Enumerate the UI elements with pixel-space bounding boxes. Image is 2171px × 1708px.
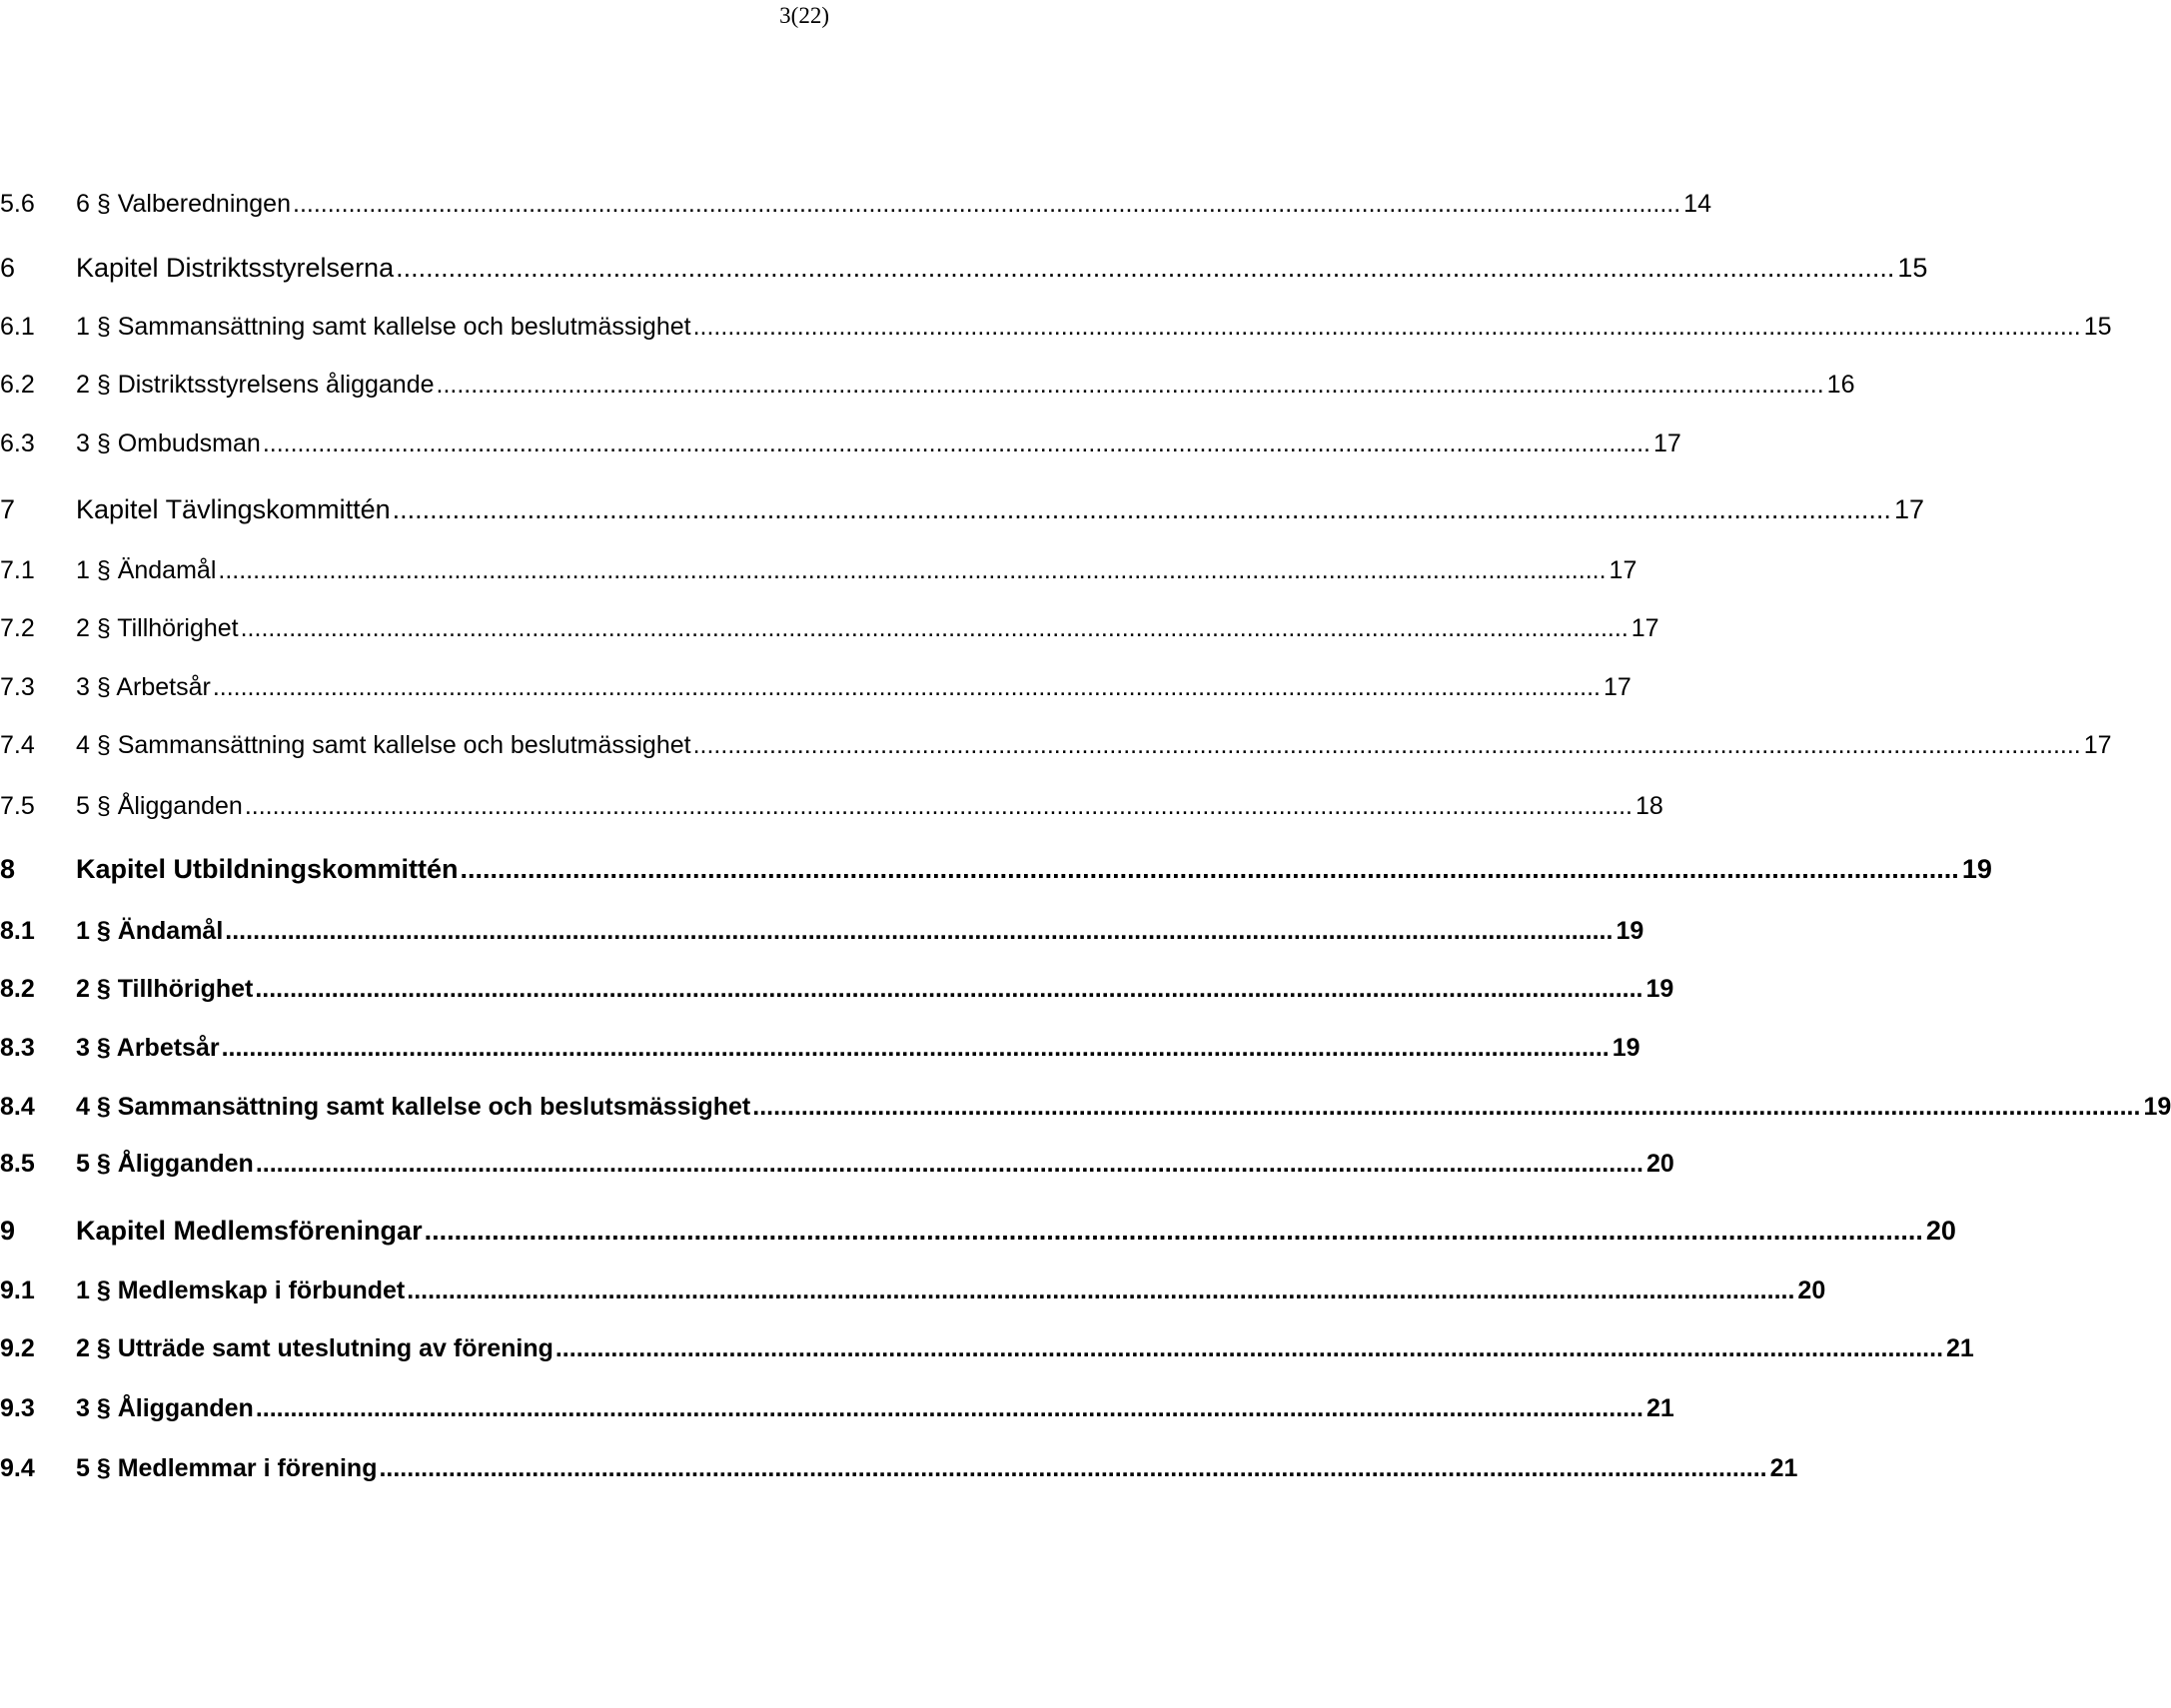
toc-entry-page: 21 [1946, 1334, 1974, 1362]
toc-section-row[interactable] [0, 424, 1681, 463]
toc-dot-leader: ........................................................................................................................................................................................................ [692, 313, 2081, 341]
toc-entry-page: 19 [2143, 1093, 2171, 1121]
toc-entry-line [76, 969, 1674, 1009]
toc-entry-title: 3 § Arbetsår [76, 1034, 220, 1062]
toc-entry-title: 1 § Ändamål [76, 556, 217, 584]
toc-section-row[interactable] [0, 1087, 2171, 1127]
toc-dot-leader: ........................................................................................................................................................................................................ [293, 190, 1681, 218]
toc-section-row[interactable] [0, 1448, 1798, 1488]
toc-entry-number: 7 [0, 494, 16, 524]
toc-entry-line [76, 911, 1644, 951]
toc-entry-number: 9.3 [0, 1394, 35, 1422]
toc-entry-number: 8 [0, 854, 16, 884]
toc-entry-line [76, 1388, 1674, 1428]
toc-entry-line [76, 307, 2112, 347]
toc-entry-page: 21 [1769, 1454, 1798, 1482]
toc-section-row[interactable] [0, 1388, 1674, 1428]
toc-entry-line [76, 1448, 1798, 1488]
toc-entry-page: 20 [1797, 1277, 1826, 1304]
toc-entry-line [76, 489, 1924, 529]
toc-entry-title: 5 § Åligganden [76, 792, 243, 820]
toc-section-row[interactable] [0, 550, 1637, 590]
toc-entry-number: 7.5 [0, 792, 35, 820]
toc-entry-line [76, 1028, 1640, 1068]
toc-dot-leader: ........................................................................................................................................................................................................ [460, 854, 1959, 884]
toc-entry-number: 9.1 [0, 1277, 35, 1304]
page-number: 3(22) [779, 3, 829, 28]
toc-entry-number: 6.3 [0, 429, 35, 457]
toc-entry-page: 17 [2083, 731, 2112, 759]
toc-dot-leader: ........................................................................................................................................................................................................ [255, 1150, 1643, 1178]
toc-entry-number: 6 [0, 253, 16, 283]
toc-section-row[interactable] [0, 608, 1659, 648]
toc-dot-leader: ........................................................................................................................................................................................................ [392, 494, 1891, 524]
toc-chapter-row[interactable] [0, 849, 1992, 889]
toc-entry-page: 14 [1683, 190, 1711, 218]
toc-entry-number: 6.1 [0, 313, 35, 341]
toc-entry-number: 7.3 [0, 673, 35, 701]
toc-dot-leader: ........................................................................................................................................................................................................ [554, 1334, 1944, 1362]
toc-dot-leader: ........................................................................................................................................................................................................ [407, 1277, 1795, 1304]
toc-entry-page: 19 [1612, 1034, 1640, 1062]
toc-entry-line [76, 725, 2112, 765]
toc-entry-line [76, 248, 1928, 288]
toc-entry-line [76, 1087, 2171, 1127]
toc-dot-leader: ........................................................................................................................................................................................................ [692, 731, 2081, 759]
toc-entry-page: 19 [1961, 854, 1992, 884]
toc-entry-number: 9.2 [0, 1334, 35, 1362]
toc-entry-page: 15 [2083, 313, 2112, 341]
toc-entry-number: 9.4 [0, 1454, 35, 1482]
toc-entry-title: 3 § Ombudsman [76, 429, 261, 457]
toc-entry-title: Kapitel Distriktsstyrelserna [76, 253, 395, 283]
toc-entry-title: 3 § Arbetsår [76, 673, 211, 701]
toc-entry-page: 15 [1897, 253, 1928, 283]
toc-entry-title: 1 § Ändamål [76, 917, 224, 945]
toc-entry-line [76, 608, 1659, 648]
toc-section-row[interactable] [0, 1271, 1826, 1310]
toc-entry-page: 17 [1893, 494, 1924, 524]
toc-dot-leader: ........................................................................................................................................................................................................ [379, 1454, 1767, 1482]
toc-chapter-row[interactable] [0, 489, 1924, 529]
toc-entry-title: Kapitel Medlemsföreningar [76, 1216, 423, 1246]
toc-dot-leader: ........................................................................................................................................................................................................ [212, 673, 1601, 701]
toc-entry-number: 6.2 [0, 371, 35, 399]
toc-entry-number: 8.4 [0, 1093, 35, 1121]
toc-entry-number: 8.2 [0, 975, 35, 1003]
toc-section-row[interactable] [0, 365, 1855, 405]
toc-entry-page: 17 [1609, 556, 1637, 584]
toc-entry-line [76, 849, 1992, 889]
toc-entry-number: 7.1 [0, 556, 35, 584]
toc-entry-page: 19 [1616, 917, 1644, 945]
toc-dot-leader: ........................................................................................................................................................................................................ [424, 1216, 1923, 1246]
toc-entry-title: 5 § Medlemmar i förening [76, 1454, 378, 1482]
toc-entry-title: Kapitel Tävlingskommittén [76, 494, 391, 524]
toc-dot-leader: ........................................................................................................................................................................................................ [255, 1394, 1643, 1422]
toc-entry-page: 17 [1630, 614, 1659, 642]
toc-entry-title: 2 § Tillhörighet [76, 975, 254, 1003]
toc-section-row[interactable] [0, 184, 1711, 224]
toc-entry-title: 2 § Tillhörighet [76, 614, 239, 642]
toc-entry-page: 20 [1925, 1216, 1956, 1246]
toc-dot-leader: ........................................................................................................................................................................................................ [752, 1093, 2141, 1121]
toc-section-row[interactable] [0, 1144, 1674, 1184]
toc-dot-leader: ........................................................................................................................................................................................................ [255, 975, 1643, 1003]
toc-entry-page: 20 [1645, 1150, 1674, 1178]
toc-entry-title: 4 § Sammansättning samt kallelse och beslutmässighet [76, 731, 691, 759]
toc-dot-leader: ........................................................................................................................................................................................................ [436, 371, 1824, 399]
toc-dot-leader: ........................................................................................................................................................................................................ [218, 556, 1607, 584]
toc-dot-leader: ........................................................................................................................................................................................................ [225, 917, 1614, 945]
toc-entry-title: Kapitel Utbildningskommittén [76, 854, 459, 884]
toc-entry-line [76, 550, 1637, 590]
toc-dot-leader: ........................................................................................................................................................................................................ [396, 253, 1895, 283]
toc-entry-page: 17 [1603, 673, 1631, 701]
toc-entry-number: 8.1 [0, 917, 35, 945]
toc-dot-leader: ........................................................................................................................................................................................................ [240, 614, 1628, 642]
toc-entry-line [76, 786, 1663, 826]
toc-section-row[interactable] [0, 1028, 1640, 1068]
toc-section-row[interactable] [0, 786, 1663, 826]
toc-section-row[interactable] [0, 1328, 1974, 1368]
toc-entry-line [76, 184, 1711, 224]
toc-entry-number: 8.5 [0, 1150, 35, 1178]
toc-entry-title: 1 § Medlemskap i förbundet [76, 1277, 406, 1304]
toc-section-row[interactable] [0, 969, 1674, 1009]
toc-entry-line [76, 1328, 1974, 1368]
toc-entry-number: 7.4 [0, 731, 35, 759]
toc-entry-title: 1 § Sammansättning samt kallelse och beslutmässighet [76, 313, 691, 341]
toc-entry-line [76, 667, 1631, 707]
toc-dot-leader: ........................................................................................................................................................................................................ [244, 792, 1632, 820]
toc-entry-title: 5 § Åligganden [76, 1150, 254, 1178]
toc-entry-page: 21 [1645, 1394, 1674, 1422]
toc-section-row[interactable] [0, 725, 2112, 765]
toc-entry-page: 19 [1645, 975, 1674, 1003]
toc-section-row[interactable] [0, 911, 1644, 951]
toc-section-row[interactable] [0, 307, 2112, 347]
toc-entry-title: 6 § Valberedningen [76, 190, 291, 218]
toc-dot-leader: ........................................................................................................................................................................................................ [221, 1034, 1610, 1062]
toc-entry-title: 2 § Distriktsstyrelsens åliggande [76, 371, 435, 399]
toc-entry-number: 9 [0, 1216, 16, 1246]
toc-entry-number: 7.2 [0, 614, 35, 642]
toc-entry-line [76, 365, 1855, 405]
toc-entry-title: 2 § Utträde samt uteslutning av förening [76, 1334, 553, 1362]
toc-section-row[interactable] [0, 667, 1631, 707]
toc-entry-page: 16 [1826, 371, 1855, 399]
toc-entry-title: 3 § Åligganden [76, 1394, 254, 1422]
toc-entry-number: 5.6 [0, 190, 35, 218]
toc-entry-page: 17 [1653, 429, 1681, 457]
toc-dot-leader: ........................................................................................................................................................................................................ [262, 429, 1650, 457]
toc-entry-line [76, 1211, 1956, 1251]
toc-entry-line [76, 1271, 1826, 1310]
toc-chapter-row[interactable] [0, 248, 1928, 288]
toc-entry-line [76, 1144, 1674, 1184]
toc-entry-line [76, 424, 1681, 463]
toc-entry-number: 8.3 [0, 1034, 35, 1062]
toc-entry-page: 18 [1634, 792, 1663, 820]
toc-entry-title: 4 § Sammansättning samt kallelse och beslutsmässighet [76, 1093, 751, 1121]
toc-chapter-row[interactable] [0, 1211, 1956, 1251]
